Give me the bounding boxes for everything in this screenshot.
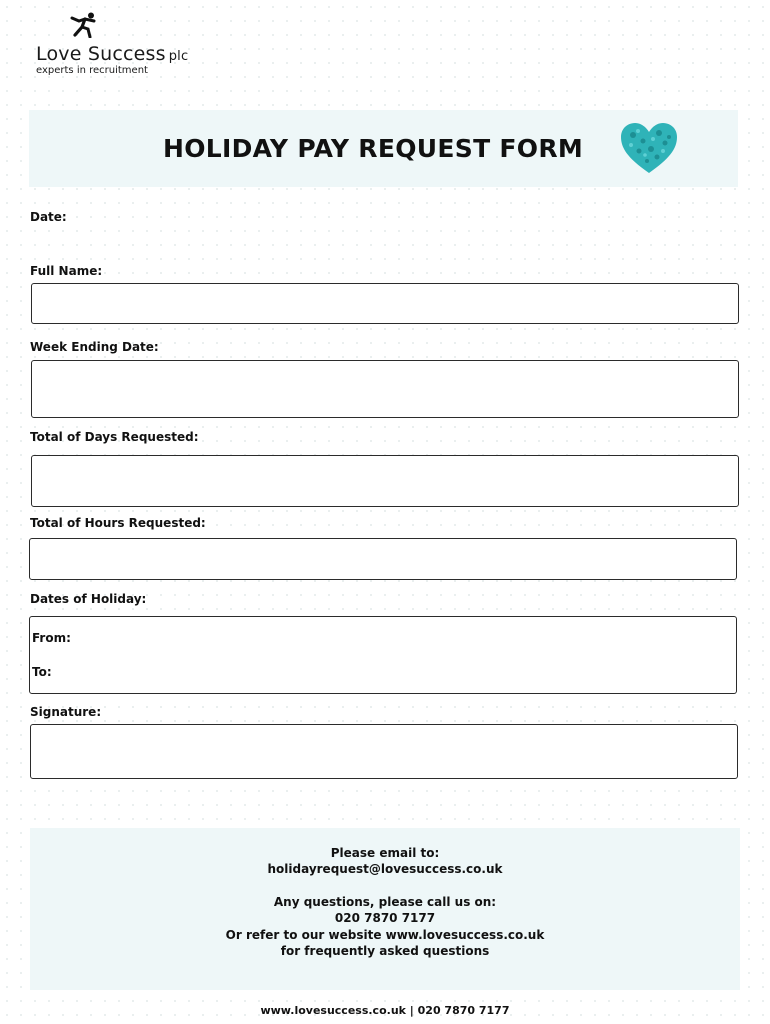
title-banner bbox=[29, 110, 738, 187]
signature-label: Signature: bbox=[30, 705, 102, 719]
total-hours-field[interactable] bbox=[29, 538, 737, 580]
full-name-field[interactable] bbox=[31, 283, 739, 324]
dates-of-holiday-label: Dates of Holiday: bbox=[30, 592, 147, 606]
phone-number: 020 7870 7177 bbox=[334, 911, 436, 925]
footer-contact: www.lovesuccess.co.uk | 020 7870 7177 bbox=[260, 1004, 510, 1017]
to-label: To: bbox=[32, 665, 52, 679]
form-title: HOLIDAY PAY REQUEST FORM bbox=[163, 134, 584, 163]
date-label: Date: bbox=[30, 210, 67, 224]
full-name-label: Full Name: bbox=[30, 264, 103, 278]
faq-text: for frequently asked questions bbox=[280, 944, 490, 958]
heart-icon bbox=[619, 121, 679, 175]
brand-tagline: experts in recruitment bbox=[36, 65, 148, 76]
contact-panel bbox=[30, 828, 740, 990]
dates-of-holiday-field[interactable] bbox=[29, 616, 737, 694]
company-logo bbox=[36, 12, 216, 76]
phone-prompt: Any questions, please call us on: bbox=[273, 895, 497, 909]
brand-suffix: plc bbox=[168, 49, 189, 64]
signature-field[interactable] bbox=[30, 724, 738, 779]
week-ending-date-field[interactable] bbox=[31, 360, 739, 418]
week-ending-date-label: Week Ending Date: bbox=[30, 340, 159, 354]
from-label: From: bbox=[32, 631, 71, 645]
email-prompt: Please email to: bbox=[330, 846, 440, 860]
running-person-icon bbox=[70, 12, 98, 38]
total-days-field[interactable] bbox=[31, 455, 739, 507]
email-address: holidayrequest@lovesuccess.co.uk bbox=[267, 862, 503, 876]
website-prompt: Or refer to our website www.lovesuccess.co.uk bbox=[225, 928, 545, 942]
brand-name: Love Success plc bbox=[36, 43, 189, 65]
total-days-label: Total of Days Requested: bbox=[30, 430, 199, 444]
total-hours-label: Total of Hours Requested: bbox=[30, 516, 206, 530]
